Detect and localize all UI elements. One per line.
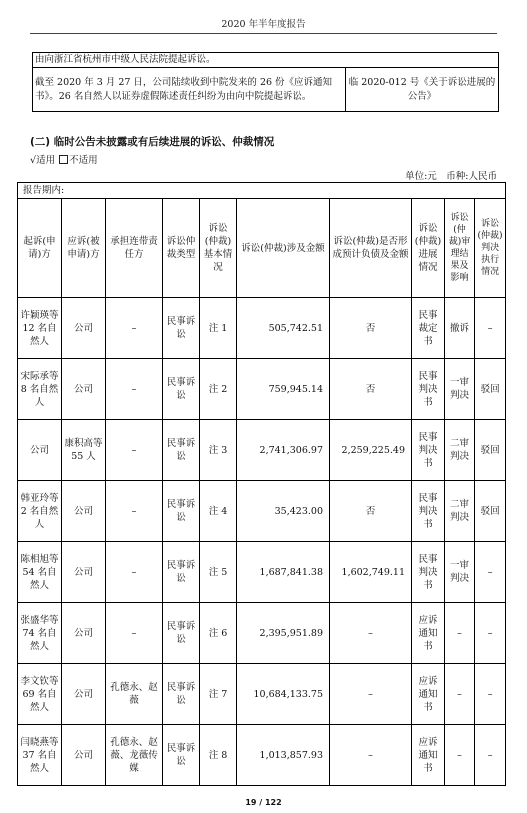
table-row bbox=[18, 359, 506, 420]
table-cell: 注 4 bbox=[200, 481, 237, 542]
table-cell: 否 bbox=[330, 481, 412, 542]
table-cell: 撤诉 bbox=[445, 298, 475, 359]
table-cell: 1,013,857.93 bbox=[237, 725, 330, 786]
table-cell: 公司 bbox=[62, 481, 106, 542]
table-row bbox=[18, 542, 506, 603]
table-cell: 民事诉讼 bbox=[163, 664, 200, 725]
table-cell: 宋际承等 8 名自然人 bbox=[18, 359, 62, 420]
table-cell: 公司 bbox=[62, 542, 106, 603]
table-cell: 公司 bbox=[18, 420, 62, 481]
not-applicable-label: 不适用 bbox=[69, 155, 98, 166]
table-cell: – bbox=[330, 725, 412, 786]
table-row bbox=[18, 420, 506, 481]
table-cell: 应诉通知书 bbox=[412, 664, 445, 725]
table-cell: 注 1 bbox=[200, 298, 237, 359]
table-cell: – bbox=[106, 542, 163, 603]
table-cell: 一审判决 bbox=[445, 542, 475, 603]
header-cell: 诉讼(仲裁)判决执行情况 bbox=[475, 199, 506, 298]
continued-row-text: 由向浙江省杭州市中级人民法院提起诉讼。 bbox=[33, 53, 499, 68]
table-row bbox=[18, 725, 506, 786]
table-cell: 驳回 bbox=[475, 420, 506, 481]
table-cell: 民事判决书 bbox=[412, 481, 445, 542]
applicability-line bbox=[30, 152, 98, 166]
table-cell: 否 bbox=[330, 298, 412, 359]
table-cell: 孔德永、赵薇 bbox=[106, 664, 163, 725]
table-cell: – bbox=[330, 603, 412, 664]
table-cell: – bbox=[330, 664, 412, 725]
table-cell: 505,742.51 bbox=[237, 298, 330, 359]
header-cell: 诉讼(仲裁)是否形成预计负债及金额 bbox=[330, 199, 412, 298]
continued-row-announcement: 临 2020-012 号《关于诉讼进展的公告》 bbox=[346, 68, 499, 112]
header-cell: 诉讼(仲裁)涉及金额 bbox=[237, 199, 330, 298]
table-cell: 民事诉讼 bbox=[163, 603, 200, 664]
table-cell: 民事判决书 bbox=[412, 359, 445, 420]
header-cell: 诉讼(仲裁)进展情况 bbox=[412, 199, 445, 298]
applicable-label: 适用 bbox=[36, 155, 56, 166]
table-row bbox=[18, 298, 506, 359]
table-cell: – bbox=[445, 603, 475, 664]
table-cell: – bbox=[106, 481, 163, 542]
table-cell: 民事诉讼 bbox=[163, 298, 200, 359]
table-cell: 注 2 bbox=[200, 359, 237, 420]
table-header-row bbox=[18, 199, 506, 298]
table-cell: 民事诉讼 bbox=[163, 725, 200, 786]
header-rule bbox=[30, 33, 497, 34]
table-cell: – bbox=[445, 725, 475, 786]
table-cell: – bbox=[106, 603, 163, 664]
header-cell: 诉讼(仲裁)审理结果及影响 bbox=[445, 199, 475, 298]
page-number: 19 / 122 bbox=[245, 798, 282, 807]
table-cell: – bbox=[475, 542, 506, 603]
table-cell: 2,259,225.49 bbox=[330, 420, 412, 481]
table-cell: – bbox=[475, 298, 506, 359]
table-cell: 李文钦等 69 名自然人 bbox=[18, 664, 62, 725]
table-cell: 二审判决 bbox=[445, 481, 475, 542]
table-cell: 驳回 bbox=[475, 481, 506, 542]
table-cell: – bbox=[106, 420, 163, 481]
table-row bbox=[18, 603, 506, 664]
table-cell: 陈相旭等 54 名自然人 bbox=[18, 542, 62, 603]
table-cell: – bbox=[475, 725, 506, 786]
table-cell: 孔德永、赵薇、龙薇传媒 bbox=[106, 725, 163, 786]
table-cell: 民事诉讼 bbox=[163, 420, 200, 481]
table-cell: 许颖瑛等 12 名自然人 bbox=[18, 298, 62, 359]
table-cell: – bbox=[475, 664, 506, 725]
table-cell: 35,423.00 bbox=[237, 481, 330, 542]
table-cell: 注 7 bbox=[200, 664, 237, 725]
unit-currency-note: 单位:元 币种:人民币 bbox=[405, 171, 497, 182]
table-cell: 一审判决 bbox=[445, 359, 475, 420]
page-header: 2020 年半年度报告 bbox=[221, 19, 306, 30]
check-mark: √ bbox=[30, 155, 37, 166]
table-cell: 张盛华等 74 名自然人 bbox=[18, 603, 62, 664]
table-cell: 民事判决书 bbox=[412, 542, 445, 603]
table-cell: 公司 bbox=[62, 603, 106, 664]
table-cell: 注 6 bbox=[200, 603, 237, 664]
header-cell: 起诉(申请)方 bbox=[18, 199, 62, 298]
table-cell: 民事诉讼 bbox=[163, 481, 200, 542]
table-cell: 驳回 bbox=[475, 359, 506, 420]
table-cell: 公司 bbox=[62, 725, 106, 786]
header-cell: 诉讼(仲裁)基本情况 bbox=[200, 199, 237, 298]
table-cell: 民事裁定书 bbox=[412, 298, 445, 359]
table-cell: 公司 bbox=[62, 298, 106, 359]
table-cell: 闫晓燕等 37 名自然人 bbox=[18, 725, 62, 786]
table-cell: – bbox=[106, 359, 163, 420]
table-cell: 否 bbox=[330, 359, 412, 420]
table-row bbox=[18, 664, 506, 725]
table-cell: 1,687,841.38 bbox=[237, 542, 330, 603]
table-cell: – bbox=[445, 664, 475, 725]
table-cell: 759,945.14 bbox=[237, 359, 330, 420]
table-cell: 1,602,749.11 bbox=[330, 542, 412, 603]
header-cell: 应诉(被申请)方 bbox=[62, 199, 106, 298]
table-cell: 注 3 bbox=[200, 420, 237, 481]
table-cell: 民事诉讼 bbox=[163, 359, 200, 420]
table-cell: 公司 bbox=[62, 664, 106, 725]
checkbox-icon bbox=[59, 155, 68, 164]
litigation-table bbox=[17, 182, 506, 786]
table-cell: – bbox=[106, 298, 163, 359]
table-cell: – bbox=[475, 603, 506, 664]
continued-table bbox=[32, 52, 499, 112]
table-cell: 康积高等 55 人 bbox=[62, 420, 106, 481]
table-cell: 公司 bbox=[62, 359, 106, 420]
table-cell: 韩亚玲等 2 名自然人 bbox=[18, 481, 62, 542]
table-row bbox=[18, 481, 506, 542]
continued-row-detail: 截至 2020 年 3 月 27 日，公司陆续收到中院发来的 26 份《应诉通知书》。26 名自然人以证券虚假陈述责任纠纷为由向中院提起诉讼。 bbox=[33, 68, 346, 112]
period-label: 报告期内: bbox=[18, 183, 506, 199]
table-cell: 10,684,133.75 bbox=[237, 664, 330, 725]
header-cell: 诉讼仲裁类型 bbox=[163, 199, 200, 298]
table-cell: 2,741,306.97 bbox=[237, 420, 330, 481]
section-title: (二) 临时公告未披露或有后续进展的诉讼、仲裁情况 bbox=[30, 136, 275, 148]
table-cell: 二审判决 bbox=[445, 420, 475, 481]
table-cell: 注 5 bbox=[200, 542, 237, 603]
header-cell: 承担连带责任方 bbox=[106, 199, 163, 298]
table-cell: 应诉通知书 bbox=[412, 725, 445, 786]
table-cell: 应诉通知书 bbox=[412, 603, 445, 664]
table-cell: 民事判决书 bbox=[412, 420, 445, 481]
table-cell: 2,395,951.89 bbox=[237, 603, 330, 664]
table-cell: 民事诉讼 bbox=[163, 542, 200, 603]
table-cell: 注 8 bbox=[200, 725, 237, 786]
